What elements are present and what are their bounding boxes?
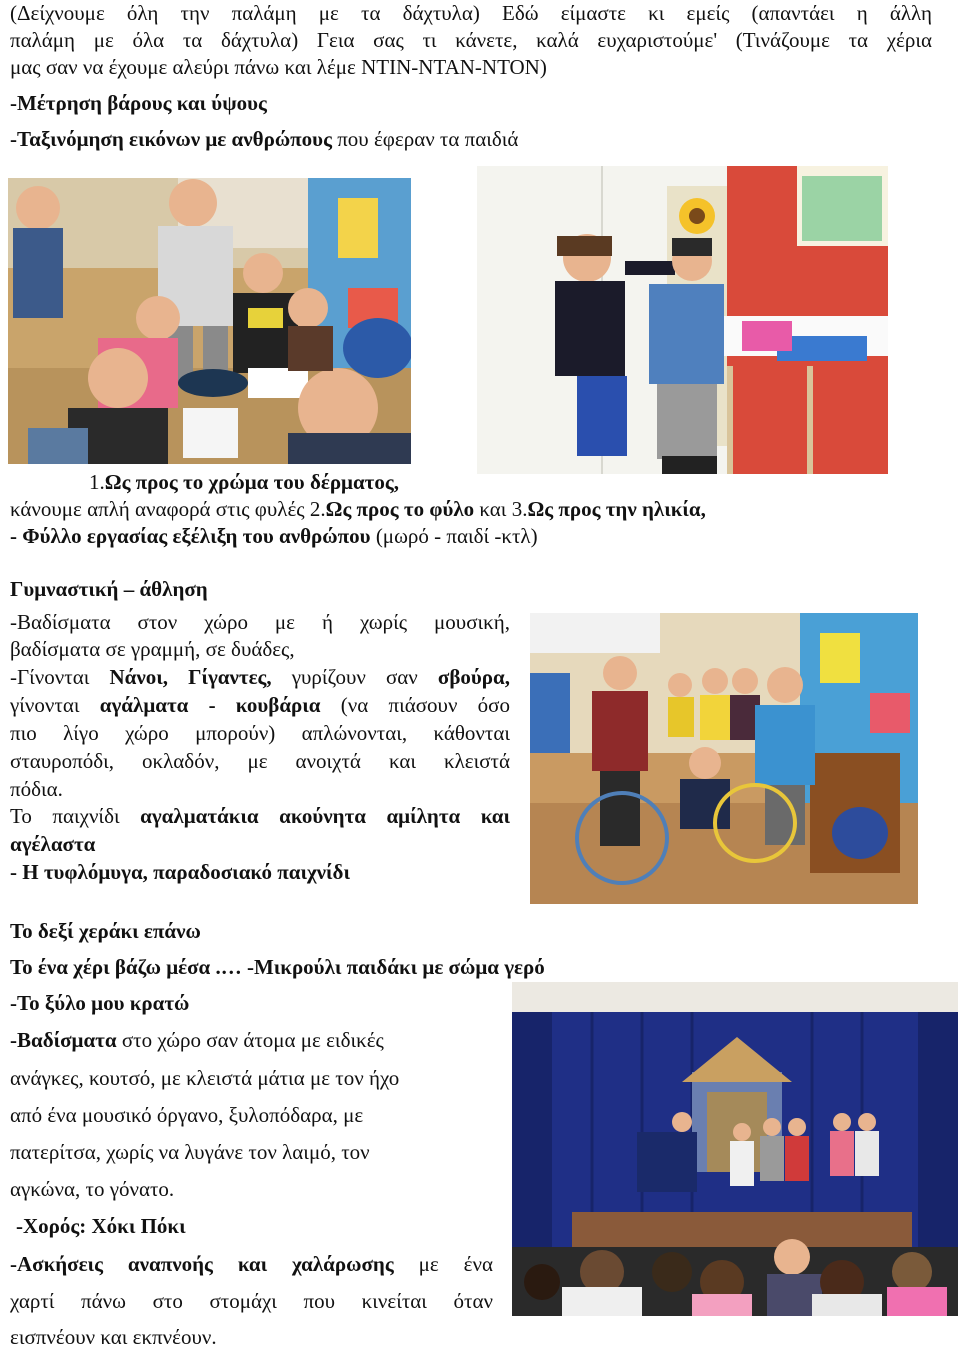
photo-hoops-game [530, 613, 918, 904]
gym-line-10: - Η τυφλόμυγα, παραδοσιακό παιχνίδι [10, 860, 350, 884]
photo-height-measurement [477, 166, 888, 474]
gym-line-7: πόδια. [10, 777, 63, 801]
gym-line-4: γίνονται αγάλματα - κουβάρια (να πιάσουν όσο [10, 693, 511, 717]
photo-theater-stage [512, 982, 958, 1316]
criteria-2-3: κάνουμε απλή αναφορά στις φυλές 2.Ως προς το φύλο και 3.Ως προς την ηλικία, [10, 497, 706, 521]
walks-line-1: -Βαδίσματα στο χώρο σαν άτομα με ειδικές [10, 1028, 384, 1052]
song-line-2: Το ένα χέρι βάζω μέσα .… -Μικρούλι παιδάκι με σώμα γερό [10, 955, 545, 979]
gym-line-5: πιο λίγο χώρο μπορούν) απλώνονται, κάθονται [10, 721, 510, 745]
intro-line-1: (Δείχνουμε όλη την παλάμη με τα δάχτυλα) Εδώ είμαστε κι εμείς (απαντάει η άλλη [10, 1, 932, 25]
dance-line: -Χορός: Χόκι Πόκι [16, 1214, 186, 1238]
gym-line-6: σταυροπόδι, οκλαδόν, με ανοιχτά και κλειστά [10, 749, 510, 773]
walks-line-2: ανάγκες, κουτσό, με κλειστά μάτια με τον ήχο [10, 1066, 400, 1090]
gym-heading: Γυμναστική – άθληση [10, 577, 208, 601]
gym-line-8: Το παιχνίδι αγαλματάκια ακούνητα αμίλητα και [10, 804, 511, 828]
item-weight-height: -Μέτρηση βάρους και ύψους [10, 91, 267, 115]
gym-line-3: -Γίνονται Νάνοι, Γίγαντες, γυρίζουν σαν σβούρα, [10, 665, 510, 689]
intro-line-3: μας σαν να έχουμε αλεύρι πάνω και λέμε ΝΤΙΝ-ΝΤΑΝ-ΝΤΟΝ) [10, 55, 547, 79]
photo-classroom-scale [8, 178, 411, 464]
breathing-line-1: -Ασκήσεις αναπνοής και χαλάρωσης με ένα [10, 1252, 493, 1276]
criteria-1: 1.Ως προς το χρώμα του δέρματος, [89, 470, 399, 494]
song-line-3: -Το ξύλο μου κρατώ [10, 991, 190, 1015]
walks-line-5: αγκώνα, το γόνατο. [10, 1177, 175, 1201]
gym-line-2: βαδίσματα σε γραμμή, σε δυάδες, [10, 637, 295, 661]
breathing-line-2: χαρτί πάνω στο στομάχι που κινείται όταν [10, 1289, 493, 1313]
intro-line-2: παλάμη με όλα τα δάχτυλα) Γεια σας τι κάνετε, καλά ευχαριστούμε' (Τινάζουμε τα χέρια [10, 28, 932, 52]
walks-line-4: πατερίτσα, χωρίς να λυγάνε τον λαιμό, τον [10, 1140, 370, 1164]
walks-line-3: από ένα μουσικό όργανο, ξυλοπόδαρα, με [10, 1103, 364, 1127]
song-line-1: Το δεξί χεράκι επάνω [10, 919, 201, 943]
breathing-line-3: εισπνέουν και εκπνέουν. [10, 1325, 217, 1349]
worksheet-line: - Φύλλο εργασίας εξέλιξη του ανθρώπου (μωρό - παιδί -κτλ) [10, 524, 538, 548]
gym-line-1: -Βαδίσματα στον χώρο με ή χωρίς μουσική, [10, 610, 510, 634]
gym-line-9: αγέλαστα [10, 832, 96, 856]
item-classify: -Ταξινόμηση εικόνων με ανθρώπους που έφεραν τα παιδιά [10, 127, 519, 151]
